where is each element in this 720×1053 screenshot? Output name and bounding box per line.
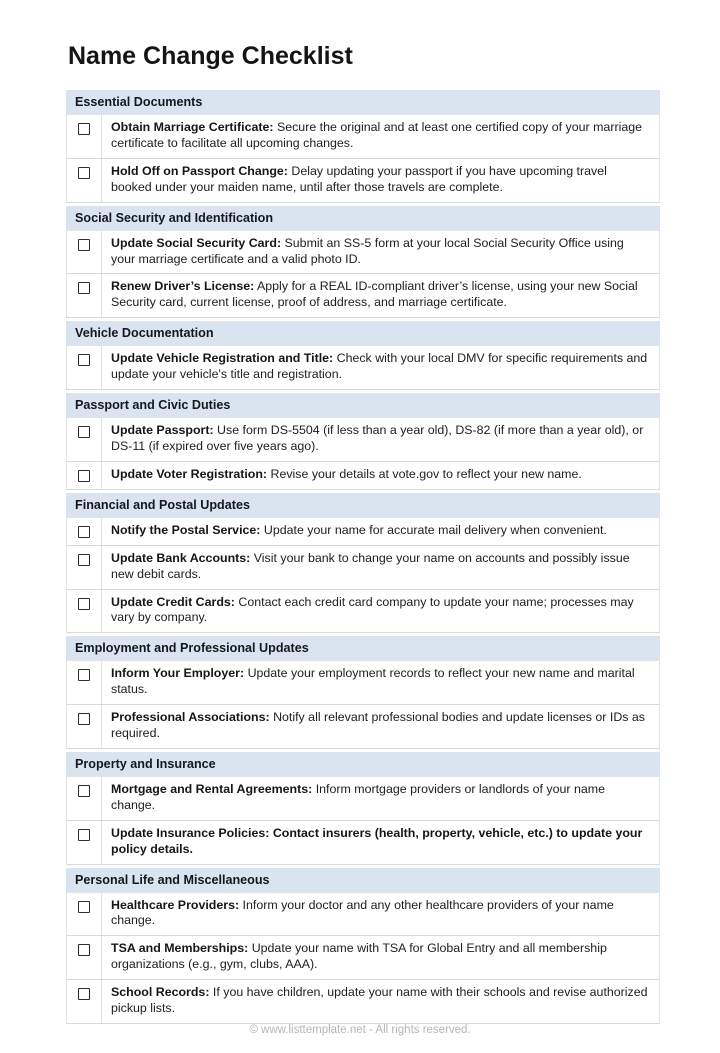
checkbox-cell xyxy=(67,980,102,1023)
checkbox-cell xyxy=(67,115,102,158)
checklist-item xyxy=(66,546,660,590)
item-description: Delay updating your passport if you have upcoming travel booked under your maiden name, until after those travels are complete. xyxy=(111,163,607,194)
item-description: Contact insurers (health, property, vehicle, etc.) to update your policy details. xyxy=(111,825,643,856)
item-description: If you have children, update your name with their schools and revise authorized pickup lists. xyxy=(111,985,648,1016)
checkbox-cell xyxy=(67,346,102,389)
item-description: Visit your bank to change your name on accounts and possibly issue new debit cards. xyxy=(111,550,630,581)
item-text xyxy=(102,159,659,202)
checkbox[interactable] xyxy=(78,829,90,841)
checkbox[interactable] xyxy=(78,785,90,797)
item-label: Update Credit Cards: xyxy=(111,594,235,609)
checklist-section xyxy=(66,493,660,634)
item-text xyxy=(102,115,659,158)
checkbox[interactable] xyxy=(78,167,90,179)
checkbox[interactable] xyxy=(78,988,90,1000)
item-text xyxy=(102,274,659,317)
item-label: Professional Associations: xyxy=(111,710,270,725)
checklist-item xyxy=(66,705,660,749)
checkbox-cell xyxy=(67,777,102,820)
checkbox-cell xyxy=(67,546,102,589)
checklist-section xyxy=(66,90,660,203)
item-text xyxy=(102,546,659,589)
item-label: School Records: xyxy=(111,985,210,1000)
checklist-section xyxy=(66,206,660,319)
checklist-section xyxy=(66,321,660,390)
item-description: Notify all relevant professional bodies and update licenses or IDs as required. xyxy=(111,710,645,741)
checkbox[interactable] xyxy=(78,598,90,610)
item-text xyxy=(102,936,659,979)
item-label: Inform Your Employer: xyxy=(111,666,245,681)
item-text xyxy=(102,777,659,820)
checklist-item xyxy=(66,893,660,937)
checkbox-cell xyxy=(67,590,102,633)
item-description: Submit an SS-5 form at your local Social Security Office using your marriage certificate and a valid photo ID. xyxy=(111,235,624,266)
item-description: Use form DS-5504 (if less than a year old), DS-82 (if more than a year old), or DS-11 (if expired over five years ago). xyxy=(111,423,644,453)
checkbox-cell xyxy=(67,462,102,489)
section-header: Financial and Postal Updates xyxy=(66,493,660,518)
checkbox[interactable] xyxy=(78,123,90,135)
checklist xyxy=(66,90,660,1024)
checklist-item xyxy=(66,936,660,980)
item-description: Apply for a REAL ID-compliant driver’s license, using your new Social Security card, current license, proof of address, and marriage certificate. xyxy=(111,279,638,310)
item-label: Update Passport: xyxy=(111,423,214,438)
item-label: Update Vehicle Registration and Title: xyxy=(111,351,334,366)
page-title: Name Change Checklist xyxy=(68,42,353,70)
checkbox[interactable] xyxy=(78,426,90,438)
checkbox[interactable] xyxy=(78,944,90,956)
checklist-item xyxy=(66,777,660,821)
checklist-item xyxy=(66,231,660,275)
item-label: Update Bank Accounts: xyxy=(111,550,251,565)
checklist-item xyxy=(66,821,660,865)
section-header: Essential Documents xyxy=(66,90,660,115)
checklist-item xyxy=(66,274,660,318)
section-header: Passport and Civic Duties xyxy=(66,393,660,418)
checkbox[interactable] xyxy=(78,282,90,294)
item-text xyxy=(102,346,659,389)
item-label: Update Voter Registration: xyxy=(111,466,268,481)
checkbox[interactable] xyxy=(78,669,90,681)
item-text xyxy=(102,893,659,936)
checkbox[interactable] xyxy=(78,470,90,482)
checkbox[interactable] xyxy=(78,354,90,366)
item-text xyxy=(102,418,659,461)
item-text xyxy=(102,821,659,864)
item-description: Inform mortgage providers or landlords of your name change. xyxy=(111,781,605,812)
item-text xyxy=(102,980,659,1023)
checklist-item xyxy=(66,115,660,159)
checkbox-cell xyxy=(67,893,102,936)
section-header: Employment and Professional Updates xyxy=(66,636,660,661)
item-label: Healthcare Providers: xyxy=(111,897,240,912)
item-text xyxy=(102,705,659,748)
footer-copyright: © www.listtemplate.net - All rights reserved. xyxy=(249,1024,471,1036)
checkbox[interactable] xyxy=(78,713,90,725)
section-header: Vehicle Documentation xyxy=(66,321,660,346)
checkbox-cell xyxy=(67,518,102,545)
item-label: Update Insurance Policies: xyxy=(111,825,270,840)
checklist-section xyxy=(66,393,660,490)
checklist-item xyxy=(66,346,660,390)
checklist-section xyxy=(66,636,660,749)
item-label: TSA and Memberships: xyxy=(111,941,249,956)
item-text xyxy=(102,462,659,489)
checkbox-cell xyxy=(67,231,102,274)
checkbox-cell xyxy=(67,936,102,979)
item-description: Contact each credit card company to update your name; processes may vary by company. xyxy=(111,594,634,625)
checklist-item xyxy=(66,418,660,462)
checkbox-cell xyxy=(67,705,102,748)
checkbox[interactable] xyxy=(78,554,90,566)
checklist-item xyxy=(66,462,660,490)
checkbox-cell xyxy=(67,661,102,704)
checkbox-cell xyxy=(67,159,102,202)
item-description: Secure the original and at least one certified copy of your marriage certificate to facilitate all upcoming changes. xyxy=(111,120,642,150)
section-header: Personal Life and Miscellaneous xyxy=(66,868,660,893)
item-text xyxy=(102,661,659,704)
item-label: Renew Driver’s License: xyxy=(111,279,255,294)
item-description: Update your name with TSA for Global Entry and all membership organizations (e.g., gym, clubs, AAA). xyxy=(111,941,607,972)
item-label: Obtain Marriage Certificate: xyxy=(111,120,274,134)
checkbox-cell xyxy=(67,821,102,864)
checklist-item xyxy=(66,980,660,1024)
item-description: Check with your local DMV for specific requirements and update your vehicle's title and registration. xyxy=(111,351,648,382)
checkbox[interactable] xyxy=(78,239,90,251)
checkbox[interactable] xyxy=(78,901,90,913)
checklist-section xyxy=(66,868,660,1024)
checklist-item xyxy=(66,159,660,203)
section-header: Property and Insurance xyxy=(66,752,660,777)
item-label: Mortgage and Rental Agreements: xyxy=(111,781,313,796)
item-text xyxy=(102,231,659,274)
item-label: Notify the Postal Service: xyxy=(111,522,261,537)
checklist-section xyxy=(66,752,660,865)
item-description: Revise your details at vote.gov to reflect your new name. xyxy=(270,466,582,481)
item-text xyxy=(102,590,659,633)
checklist-item xyxy=(66,518,660,546)
item-description: Update your name for accurate mail delivery when convenient. xyxy=(263,522,607,537)
item-description: Update your employment records to reflect your new name and marital status. xyxy=(111,666,635,697)
item-label: Update Social Security Card: xyxy=(111,235,282,250)
item-description: Inform your doctor and any other healthcare providers of your name change. xyxy=(111,897,614,928)
item-label: Hold Off on Passport Change: xyxy=(111,163,288,178)
checklist-item xyxy=(66,661,660,705)
checkbox-cell xyxy=(67,274,102,317)
checkbox-cell xyxy=(67,418,102,461)
checklist-item xyxy=(66,590,660,634)
section-header: Social Security and Identification xyxy=(66,206,660,231)
checkbox[interactable] xyxy=(78,526,90,538)
item-text xyxy=(102,518,659,545)
